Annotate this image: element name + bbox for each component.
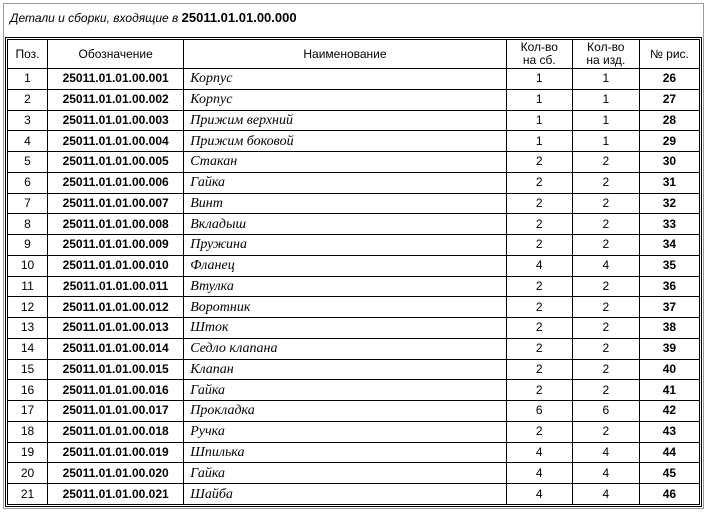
cell-name: Прижим верхний (184, 110, 506, 131)
cell-qty-assembly: 1 (506, 69, 572, 90)
cell-designation: 25011.01.01.00.013 (48, 318, 184, 339)
cell-qty-assembly: 2 (506, 338, 572, 359)
cell-designation: 25011.01.01.00.016 (48, 380, 184, 401)
cell-designation: 25011.01.01.00.001 (48, 69, 184, 90)
table-row (8, 463, 700, 484)
cell-fig: 37 (639, 297, 699, 318)
cell-name: Клапан (184, 359, 506, 380)
cell-fig: 28 (639, 110, 699, 131)
cell-name: Пружина (184, 235, 506, 256)
cell-qty-product: 1 (572, 110, 639, 131)
cell-designation: 25011.01.01.00.007 (48, 193, 184, 214)
cell-qty-product: 6 (572, 401, 639, 422)
cell-qty-product: 2 (572, 380, 639, 401)
cell-name: Воротник (184, 297, 506, 318)
header-designation: Обозначение (48, 40, 184, 69)
document-frame (3, 3, 704, 509)
table-row (8, 359, 700, 380)
cell-fig: 38 (639, 318, 699, 339)
cell-qty-product: 2 (572, 193, 639, 214)
cell-qty-product: 4 (572, 442, 639, 463)
cell-pos: 11 (8, 276, 48, 297)
cell-qty-product: 2 (572, 235, 639, 256)
cell-name: Шток (184, 318, 506, 339)
table-row (8, 255, 700, 276)
cell-designation: 25011.01.01.00.020 (48, 463, 184, 484)
cell-designation: 25011.01.01.00.004 (48, 131, 184, 152)
cell-qty-assembly: 4 (506, 442, 572, 463)
cell-pos: 8 (8, 214, 48, 235)
table-row (8, 214, 700, 235)
cell-qty-assembly: 2 (506, 235, 572, 256)
cell-qty-product: 1 (572, 89, 639, 110)
header-qty-product (572, 40, 639, 69)
cell-pos: 20 (8, 463, 48, 484)
cell-fig: 34 (639, 235, 699, 256)
cell-designation: 25011.01.01.00.014 (48, 338, 184, 359)
cell-designation: 25011.01.01.00.002 (48, 89, 184, 110)
caption-label: Детали и сборки, входящие в (10, 11, 179, 25)
table-row (8, 235, 700, 256)
cell-qty-assembly: 2 (506, 318, 572, 339)
cell-qty-assembly: 2 (506, 276, 572, 297)
cell-qty-assembly: 1 (506, 110, 572, 131)
table-header-row (8, 40, 700, 69)
header-fig: № рис. (639, 40, 699, 69)
cell-fig: 46 (639, 484, 699, 505)
cell-designation: 25011.01.01.00.008 (48, 214, 184, 235)
header-qty-assembly-line2: на сб. (522, 53, 556, 67)
header-qty-product-line1: Кол-во (587, 40, 625, 54)
caption-assembly-code: 25011.01.01.00.000 (181, 10, 297, 25)
cell-pos: 19 (8, 442, 48, 463)
cell-qty-product: 2 (572, 152, 639, 173)
cell-name: Шпилька (184, 442, 506, 463)
cell-name: Прижим боковой (184, 131, 506, 152)
cell-fig: 45 (639, 463, 699, 484)
header-qty-assembly (506, 40, 572, 69)
cell-name: Прокладка (184, 401, 506, 422)
cell-qty-product: 2 (572, 297, 639, 318)
cell-name: Гайка (184, 172, 506, 193)
cell-pos: 4 (8, 131, 48, 152)
table-row (8, 421, 700, 442)
cell-name: Ручка (184, 421, 506, 442)
cell-fig: 29 (639, 131, 699, 152)
cell-designation: 25011.01.01.00.019 (48, 442, 184, 463)
table-row (8, 69, 700, 90)
cell-qty-assembly: 1 (506, 89, 572, 110)
table-row (8, 110, 700, 131)
cell-designation: 25011.01.01.00.009 (48, 235, 184, 256)
cell-pos: 17 (8, 401, 48, 422)
table-row (8, 131, 700, 152)
cell-fig: 26 (639, 69, 699, 90)
cell-pos: 6 (8, 172, 48, 193)
cell-pos: 16 (8, 380, 48, 401)
cell-qty-assembly: 4 (506, 255, 572, 276)
cell-fig: 30 (639, 152, 699, 173)
cell-name: Гайка (184, 380, 506, 401)
cell-qty-assembly: 4 (506, 484, 572, 505)
cell-qty-product: 4 (572, 463, 639, 484)
cell-designation: 25011.01.01.00.010 (48, 255, 184, 276)
parts-table (7, 39, 700, 505)
cell-pos: 13 (8, 318, 48, 339)
table-row (8, 484, 700, 505)
cell-designation: 25011.01.01.00.011 (48, 276, 184, 297)
cell-name: Винт (184, 193, 506, 214)
cell-pos: 12 (8, 297, 48, 318)
cell-pos: 15 (8, 359, 48, 380)
cell-fig: 44 (639, 442, 699, 463)
cell-name: Фланец (184, 255, 506, 276)
cell-fig: 40 (639, 359, 699, 380)
cell-name: Корпус (184, 89, 506, 110)
table-row (8, 442, 700, 463)
cell-fig: 27 (639, 89, 699, 110)
cell-qty-product: 2 (572, 214, 639, 235)
cell-designation: 25011.01.01.00.018 (48, 421, 184, 442)
cell-qty-assembly: 2 (506, 214, 572, 235)
cell-designation: 25011.01.01.00.006 (48, 172, 184, 193)
cell-qty-assembly: 2 (506, 297, 572, 318)
table-row (8, 401, 700, 422)
table-body (8, 69, 700, 505)
cell-designation: 25011.01.01.00.015 (48, 359, 184, 380)
cell-qty-product: 2 (572, 338, 639, 359)
cell-name: Шайба (184, 484, 506, 505)
cell-pos: 5 (8, 152, 48, 173)
cell-designation: 25011.01.01.00.017 (48, 401, 184, 422)
cell-qty-assembly: 2 (506, 152, 572, 173)
cell-fig: 36 (639, 276, 699, 297)
cell-fig: 43 (639, 421, 699, 442)
table-row (8, 276, 700, 297)
cell-name: Корпус (184, 69, 506, 90)
cell-qty-product: 2 (572, 172, 639, 193)
cell-designation: 25011.01.01.00.005 (48, 152, 184, 173)
cell-pos: 3 (8, 110, 48, 131)
cell-fig: 31 (639, 172, 699, 193)
cell-qty-assembly: 2 (506, 359, 572, 380)
cell-qty-assembly: 4 (506, 463, 572, 484)
cell-pos: 14 (8, 338, 48, 359)
cell-qty-assembly: 6 (506, 401, 572, 422)
cell-qty-product: 2 (572, 359, 639, 380)
cell-qty-assembly: 2 (506, 172, 572, 193)
header-qty-assembly-line1: Кол-во (520, 40, 558, 54)
cell-pos: 18 (8, 421, 48, 442)
table-row (8, 89, 700, 110)
cell-fig: 35 (639, 255, 699, 276)
cell-qty-product: 2 (572, 318, 639, 339)
table-row (8, 152, 700, 173)
cell-name: Втулка (184, 276, 506, 297)
table-row (8, 172, 700, 193)
parts-table-wrapper (5, 37, 702, 507)
cell-fig: 32 (639, 193, 699, 214)
cell-pos: 1 (8, 69, 48, 90)
cell-fig: 33 (639, 214, 699, 235)
cell-qty-assembly: 2 (506, 193, 572, 214)
cell-qty-assembly: 2 (506, 380, 572, 401)
cell-qty-assembly: 2 (506, 421, 572, 442)
cell-qty-product: 4 (572, 484, 639, 505)
header-name: Наименование (184, 40, 506, 69)
cell-qty-product: 2 (572, 276, 639, 297)
cell-name: Седло клапана (184, 338, 506, 359)
cell-name: Гайка (184, 463, 506, 484)
cell-designation: 25011.01.01.00.012 (48, 297, 184, 318)
cell-qty-product: 4 (572, 255, 639, 276)
table-caption (10, 10, 297, 26)
table-row (8, 297, 700, 318)
cell-fig: 42 (639, 401, 699, 422)
cell-pos: 10 (8, 255, 48, 276)
cell-pos: 9 (8, 235, 48, 256)
table-row (8, 318, 700, 339)
table-row (8, 338, 700, 359)
cell-designation: 25011.01.01.00.021 (48, 484, 184, 505)
cell-designation: 25011.01.01.00.003 (48, 110, 184, 131)
header-qty-product-line2: на изд. (586, 53, 626, 67)
cell-pos: 21 (8, 484, 48, 505)
cell-fig: 41 (639, 380, 699, 401)
cell-qty-assembly: 1 (506, 131, 572, 152)
table-row (8, 380, 700, 401)
cell-pos: 2 (8, 89, 48, 110)
cell-name: Вкладыш (184, 214, 506, 235)
table-row (8, 193, 700, 214)
cell-qty-product: 2 (572, 421, 639, 442)
cell-fig: 39 (639, 338, 699, 359)
cell-name: Стакан (184, 152, 506, 173)
cell-qty-product: 1 (572, 69, 639, 90)
header-pos: Поз. (8, 40, 48, 69)
cell-qty-product: 1 (572, 131, 639, 152)
cell-pos: 7 (8, 193, 48, 214)
